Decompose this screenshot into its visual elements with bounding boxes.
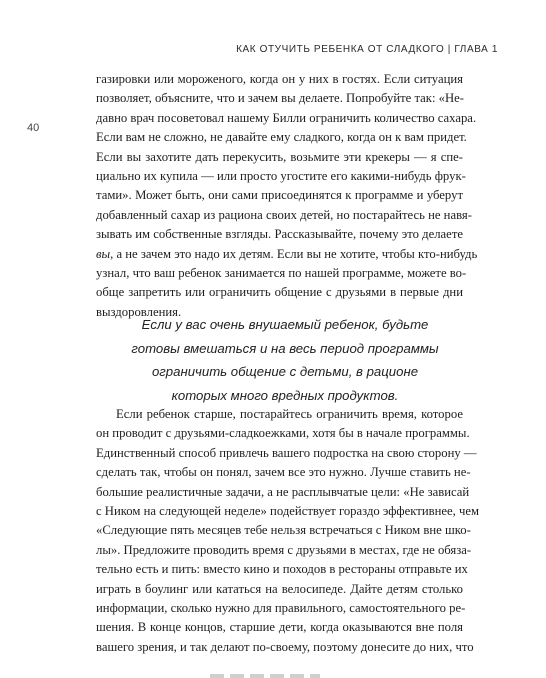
text-line: давно врач посоветовал нашему Билли ограничить количество сахара.	[96, 110, 477, 125]
pull-quote-line: которых много вредных продуктов.	[171, 387, 399, 403]
text-line: лы». Предложите проводить время с друзьями в местах, где не обяза-	[96, 542, 472, 557]
page-number: 40	[27, 122, 40, 134]
body-paragraph-2	[96, 405, 480, 657]
text-line: сделать так, чтобы он понял, зачем все это нужно. Лучше ставить не-	[96, 465, 471, 480]
text-line: циально их купила — или просто угостите его какими-нибудь фрук-	[96, 169, 466, 184]
pull-quote	[100, 313, 470, 407]
text-line: тами». Может быть, они сами присоединятся к программе и уберут	[96, 188, 463, 203]
text-line: позволяет, объясните, что и зачем вы делаете. Попробуйте так: «Не-	[96, 91, 465, 106]
text-line: узнал, что ваш ребенок занимается по нашей программе, можете во-	[96, 266, 467, 281]
text-line: Единственный способ привлечь вашего подростка на свою сторону —	[96, 445, 477, 460]
text-run: , а не зачем это надо их детям. Если вы не хотите, чтобы кто-нибудь	[110, 246, 478, 261]
text-line: зывать им собственные взгляды. Рассказывайте, почему это делаете	[96, 227, 463, 242]
text-line: играть в боулинг или кататься на велосипеде. Дайте детям столько	[96, 581, 463, 596]
text-line: вашего зрения, и так делают по-своему, поэтому донесите до них, что	[96, 639, 474, 654]
pull-quote-line: ограничить общение с детьми, в рационе	[151, 364, 419, 379]
pull-quote-line: готовы вмешаться и на весь период программы	[131, 340, 439, 356]
page-bottom-edge	[210, 674, 320, 678]
text-line: «Следующие пять месяцев тебе нельзя встречаться с Ником вне шко-	[96, 523, 471, 538]
running-header: КАК ОТУЧИТЬ РЕБЕНКА ОТ СЛАДКОГО | ГЛАВА 1	[236, 44, 498, 55]
text-line: газировки или мороженого, когда он у них в гостях. Если ситуация	[96, 72, 463, 86]
text-line: с Ником на следующей неделе» подействует гораздо эффективнее, чем	[96, 504, 480, 519]
text-line	[96, 245, 478, 264]
text-line: информации, сколько нужно для правильного, самостоятельного ре-	[96, 601, 466, 616]
text-line: большие реалистичные задачи, а не расплывчатые цели: «Не зависай	[96, 484, 470, 499]
text-line: Если вам не сложно, не давайте ему сладкого, когда он к вам придет.	[96, 130, 467, 145]
text-line: шения. В конце концов, старшие дети, когда оказываются вне поля	[96, 620, 463, 635]
text-line: тельно есть и пить: вместо кино и походов в рестораны отправьте их	[96, 562, 468, 577]
text-line: он проводит с друзьями-сладкоежками, хотя бы в начале программы.	[96, 426, 470, 441]
body-paragraph-1	[96, 70, 478, 322]
text-line: добавленный сахар из рациона своих детей, но постарайтесь не навя-	[96, 207, 472, 222]
text-line: Если вы захотите дать перекусить, возьмите эти крекеры — я спе-	[96, 149, 463, 164]
text-line: Если ребенок старше, постарайтесь ограничить время, которое	[116, 407, 463, 421]
pull-quote-line: Если у вас очень внушаемый ребенок, будьте	[141, 317, 429, 332]
text-line: обще запретить или ограничить общение с друзьями в первые дни	[96, 285, 463, 300]
text-line: выздоровления.	[96, 304, 182, 319]
emphasis-word: вы	[96, 246, 111, 261]
